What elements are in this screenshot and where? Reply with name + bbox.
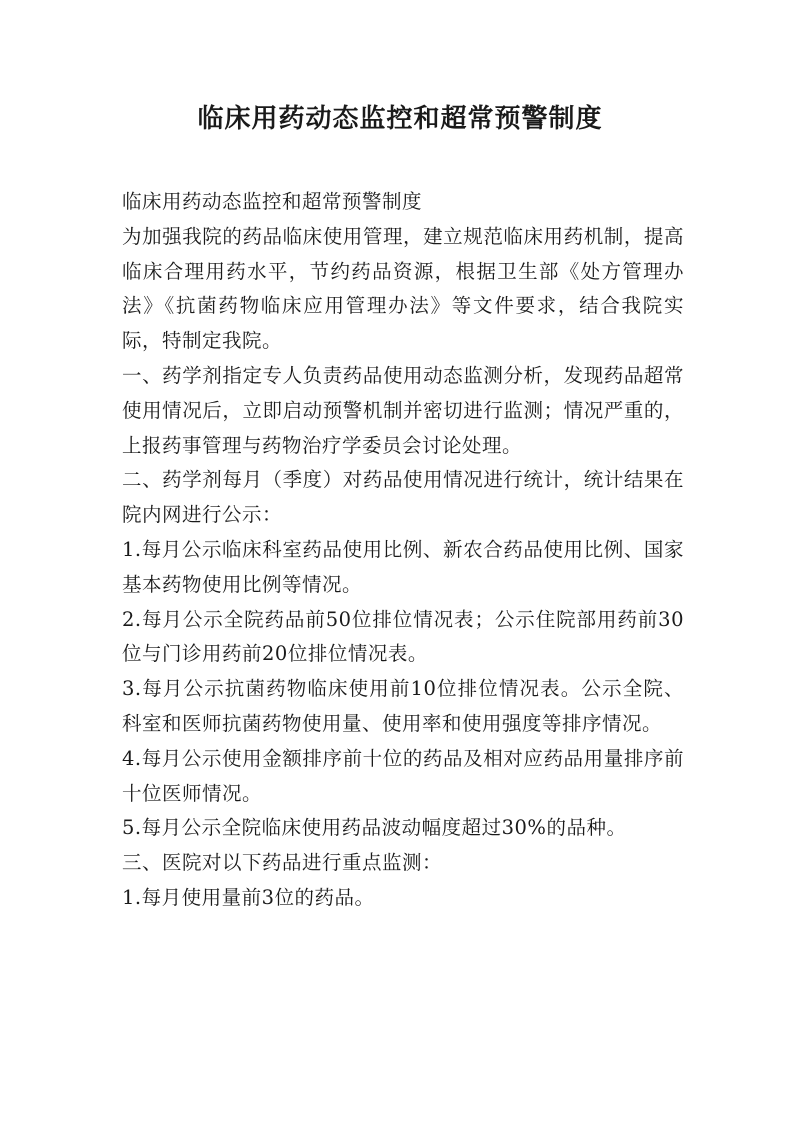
document-title: 临床用药动态监控和超常预警制度	[197, 104, 603, 134]
paragraph-intro: 为加强我院的药品临床使用管理，建立规范临床用药机制，提高临床合理用药水平，节约药品资源，根据卫生部《处方管理办法》《抗菌药物临床应用管理办法》等文件要求，结合我院实际，特制定我院。	[122, 224, 684, 353]
paragraph-item: 4.每月公示使用金额排序前十位的药品及相对应药品用量排序前十位医师情况。	[122, 746, 684, 805]
document-body	[122, 185, 684, 916]
paragraph-item: 3.每月公示抗菌药物临床使用前10位排位情况表。公示全院、科室和医师抗菌药物使用量、使用率和使用强度等排序情况。	[122, 677, 684, 735]
paragraph-item: 5.每月公示全院临床使用药品波动幅度超过30%的品种。	[122, 816, 627, 840]
paragraph-subtitle: 临床用药动态监控和超常预警制度	[122, 190, 423, 213]
paragraph-section-3: 三、医院对以下药品进行重点监测：	[122, 851, 443, 875]
paragraph-item: 1.每月公示临床科室药品使用比例、新农合药品使用比例、国家基本药物使用比例等情况。	[122, 537, 684, 596]
paragraph-item: 1.每月使用量前3位的药品。	[122, 885, 375, 909]
paragraph-item: 2.每月公示全院药品前50位排位情况表；公示住院部用药前30位与门诊用药前20位排位情况表。	[122, 607, 684, 666]
paragraph-section-1: 一、药学剂指定专人负责药品使用动态监测分析，发现药品超常使用情况后，立即启动预警机制并密切进行监测；情况严重的，上报药事管理与药物治疗学委员会讨论处理。	[122, 363, 684, 457]
paragraph-section-2: 二、药学剂每月（季度）对药品使用情况进行统计，统计结果在院内网进行公示：	[122, 468, 684, 527]
